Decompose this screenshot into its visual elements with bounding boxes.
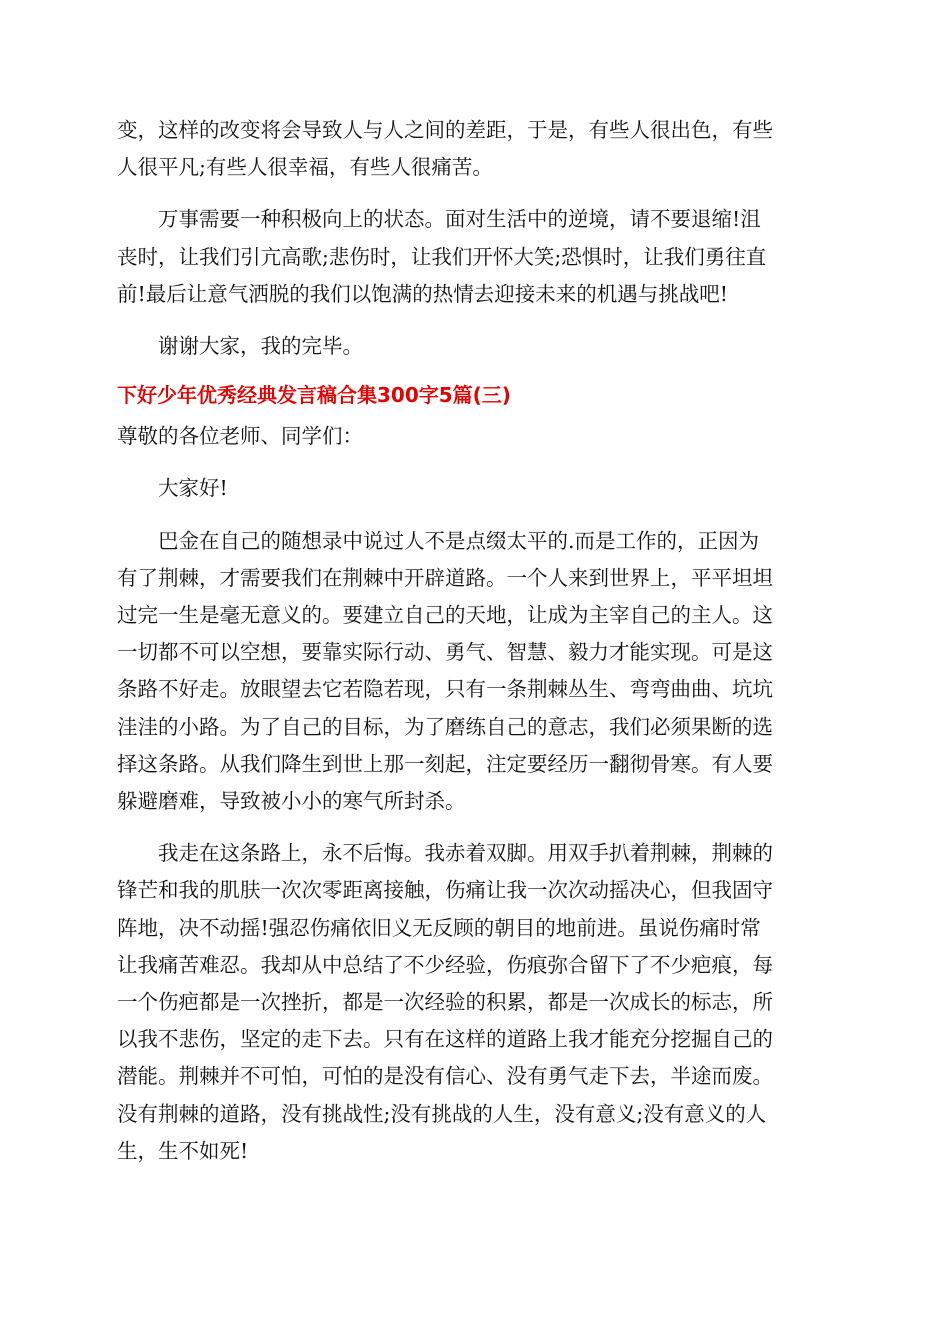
paragraph-continuation: 变，这样的改变将会导致人与人之间的差距，于是，有些人很出色，有些 人很平凡;有些人很幸福，有些人很痛苦。 (117, 118, 773, 180)
document-body (117, 112, 835, 1185)
section-heading: 下好少年优秀经典发言稿合集300字5篇(三) (117, 383, 511, 408)
paragraph-thanks: 谢谢大家，我的完毕。 (158, 334, 363, 359)
greeting: 大家好! (158, 476, 228, 501)
paragraph-thorn-road: 我走在这条路上，永不后悔。我赤着双脚。用双手扒着荆棘，荆棘的 锋芒和我的肌肤一次次零距离接触，伤痛让我一次次动摇决心，但我固守 阵地，决不动摇!强忍伤痛依旧义无反顾的朝目的地前进。虽说伤痛时常 让我痛苦难忍。我却从中总结了不少经验，伤痕弥合留下了不少疤痕，每 一个伤疤都是一次挫折，都是一次经验的积累，都是一次成长的标志，所 以我不悲伤，坚定的走下去。只有在这样的道路上我才能充分挖掘自己的 潜能。荆棘并不可怕，可怕的是没有信心、没有勇气走下去，半途而废。 没有荆棘的道路，没有挑战性;没有挑战的人生，没有意义;没有意义的人 生，生不如死! (117, 841, 773, 1163)
salutation: 尊敬的各位老师、同学们： (117, 424, 363, 449)
paragraph-positive-attitude: 万事需要一种积极向上的状态。面对生活中的逆境，请不要退缩!沮 丧时，让我们引亢高歌;悲伤时，让我们开怀大笑;恐惧时，让我们勇往直 前!最后让意气洒脱的我们以饱满的热情去迎接未来的机遇与挑战吧! (117, 207, 767, 306)
paragraph-bajin: 巴金在自己的随想录中说过人不是点缀太平的.而是工作的，正因为 有了荆棘，才需要我们在荆棘中开辟道路。一个人来到世界上，平平坦坦 过完一生是毫无意义的。要建立自己的天地，让成为主宰自己的主人。这 一切都不可以空想，要靠实际行动、勇气、智慧、毅力才能实现。可是这 条路不好走。放眼望去它若隐若现，只有一条荆棘丛生、弯弯曲曲、坑坑 洼洼的小路。为了自己的目标，为了磨练自己的意志，我们必须果断的选 择这条路。从我们降生到世上那一刻起，注定要经历一翻彻骨寒。有人要 躲避磨难，导致被小小的寒气所封杀。 (117, 528, 773, 814)
